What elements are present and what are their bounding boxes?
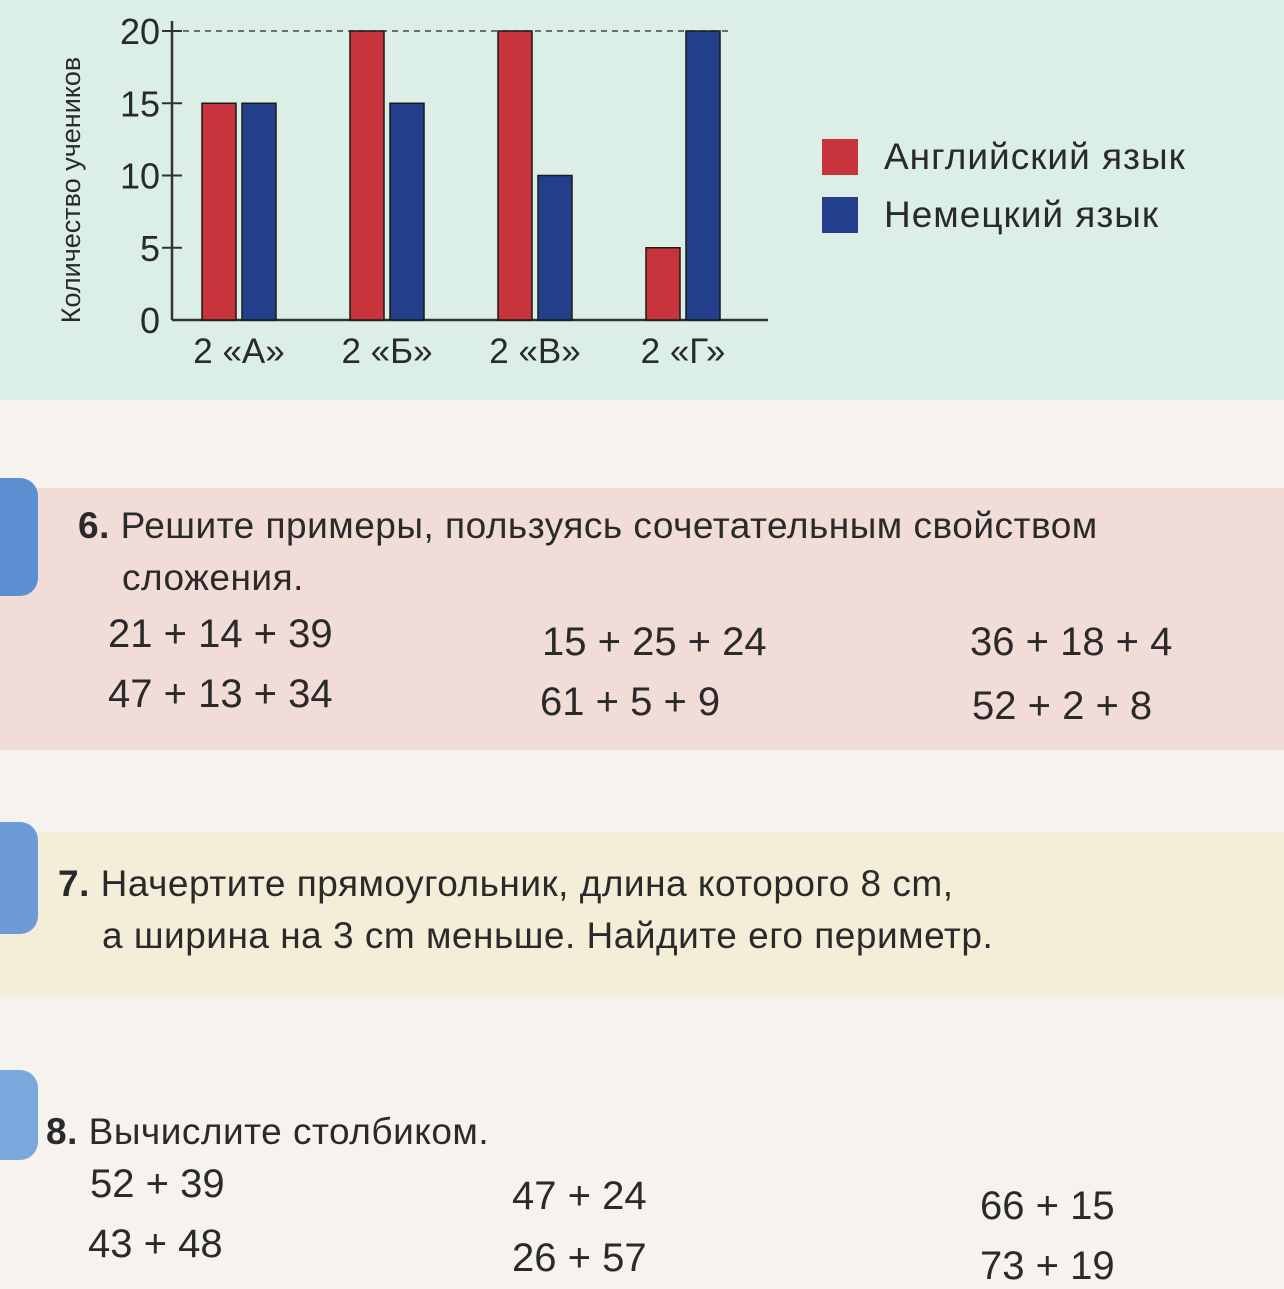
margin-tab-6 bbox=[0, 478, 38, 596]
category-label: 2 «В» bbox=[489, 332, 581, 371]
bar-german-4 bbox=[686, 31, 720, 320]
exercise-7-title bbox=[58, 858, 993, 962]
exercise-6-text-line2: сложения. bbox=[122, 557, 304, 598]
chart-legend bbox=[822, 128, 1186, 244]
bar-english-3 bbox=[498, 31, 532, 320]
exercise-6-example: 61 + 5 + 9 bbox=[540, 680, 721, 724]
y-tick-label: 20 bbox=[119, 11, 160, 52]
margin-tab-7 bbox=[0, 822, 38, 934]
legend-item-english bbox=[822, 128, 1186, 186]
y-axis-label: Количество учеников bbox=[56, 56, 86, 324]
exercise-6-number: 6. bbox=[78, 505, 110, 546]
exercise-6-title bbox=[78, 500, 1098, 604]
category-label: 2 «Б» bbox=[341, 332, 433, 371]
exercise-6-example: 36 + 18 + 4 bbox=[970, 620, 1173, 664]
exercise-7-text-line2: а ширина на 3 cm меньше. Найдите его периметр. bbox=[102, 915, 994, 956]
exercise-8-example: 43 + 48 bbox=[88, 1222, 223, 1266]
exercise-6-example: 21 + 14 + 39 bbox=[108, 612, 333, 656]
category-label: 2 «А» bbox=[193, 332, 285, 371]
category-label: 2 «Г» bbox=[640, 332, 726, 371]
exercise-7-text-line1: Начертите прямоугольник, длина которого 8 cm, bbox=[100, 863, 954, 904]
exercise-8-text-line1: Вычислите столбиком. bbox=[88, 1111, 490, 1152]
exercise-8-example: 66 + 15 bbox=[980, 1184, 1115, 1228]
legend-label-german: Немецкий язык bbox=[884, 194, 1160, 235]
exercise-8-example: 73 + 19 bbox=[980, 1244, 1115, 1288]
exercise-8-example: 52 + 39 bbox=[90, 1162, 225, 1206]
bar-german-1 bbox=[242, 103, 276, 320]
y-tick-label: 0 bbox=[139, 300, 160, 341]
exercise-6-example: 15 + 25 + 24 bbox=[542, 620, 767, 664]
exercise-6-example: 47 + 13 + 34 bbox=[108, 672, 333, 716]
y-tick-label: 5 bbox=[139, 227, 160, 269]
bar-chart bbox=[0, 0, 800, 400]
legend-swatch-english bbox=[822, 139, 858, 175]
bar-german-2 bbox=[390, 103, 424, 320]
exercise-8-example: 26 + 57 bbox=[512, 1236, 647, 1280]
y-tick-label: 15 bbox=[119, 83, 160, 125]
margin-tab-8 bbox=[0, 1070, 38, 1160]
bar-german-3 bbox=[538, 176, 572, 321]
bar-english-1 bbox=[202, 103, 236, 320]
exercise-8-example: 47 + 24 bbox=[512, 1174, 647, 1218]
legend-item-german bbox=[822, 186, 1186, 244]
bar-english-2 bbox=[350, 31, 384, 320]
exercise-6-example: 52 + 2 + 8 bbox=[972, 684, 1153, 728]
y-tick-label: 10 bbox=[119, 155, 160, 197]
bar-english-4 bbox=[646, 248, 680, 320]
exercise-8-number: 8. bbox=[46, 1111, 78, 1152]
legend-swatch-german bbox=[822, 197, 858, 233]
exercise-8-title bbox=[46, 1106, 489, 1158]
exercise-6-text-line1: Решите примеры, пользуясь сочетательным свойством bbox=[120, 505, 1098, 546]
exercise-7-number: 7. bbox=[58, 863, 90, 904]
legend-label-english: Английский язык bbox=[884, 136, 1186, 177]
